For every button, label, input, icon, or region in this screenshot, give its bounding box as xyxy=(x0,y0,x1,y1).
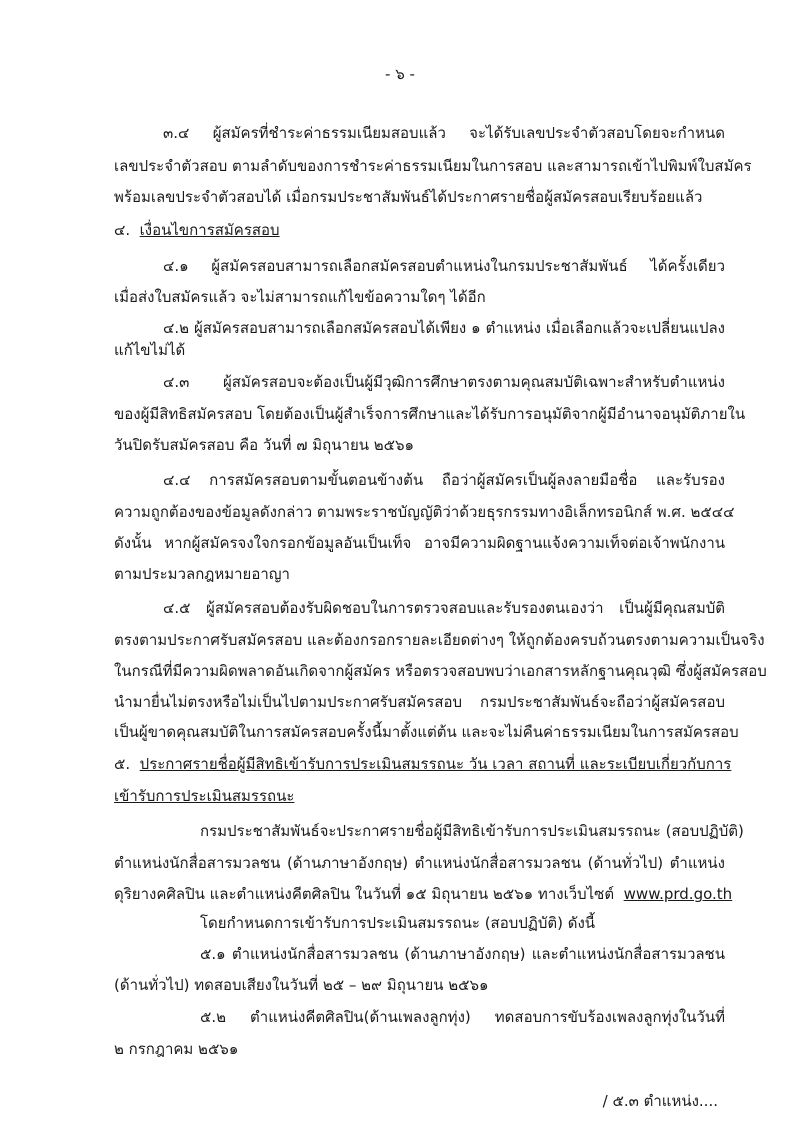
section-5-intro-line-2: ตำแหน่งนักสื่อสารมวลชน (ด้านภาษาอังกฤษ) ตำแหน่งนักสื่อสารมวลชน (ด้านทั่วไป) ตำแหน่ง xyxy=(114,854,725,872)
item-4-5-line-2: ตรงตามประกาศรับสมัครสอบ และต้องกรอกรายละเอียดต่างๆ ให้ถูกต้องครบถ้วนตรงตามความเป็นจริง xyxy=(114,631,765,649)
section-4-number: ๔. xyxy=(114,221,131,239)
item-4-3-line-1: ๔.๓ ผู้สมัครสอบจะต้องเป็นผู้มีวุฒิการศึกษาตรงตามคุณสมบัติเฉพาะสำหรับตำแหน่ง xyxy=(163,373,725,391)
item-5-2-line-2: ๒ กรกฎาคม ๒๕๖๑ xyxy=(114,1040,239,1058)
item-4-5-line-5: เป็นผู้ขาดคุณสมบัติในการสมัครสอบครั้งนี้มาตั้งแต่ต้น และจะไม่คืนค่าธรรมเนียมในการสมัครสอบ xyxy=(114,723,739,741)
section-5-intro-line-3 xyxy=(114,884,733,904)
item-4-5-line-4: นำมายื่นไม่ตรงหรือไม่เป็นไปตามประกาศรับสมัครสอบ กรมประชาสัมพันธ์จะถือว่าผู้สมัครสอบ xyxy=(114,693,725,711)
section-5-intro-line-1: กรมประชาสัมพันธ์จะประกาศรายชื่อผู้มีสิทธิเข้ารับการประเมินสมรรถนะ (สอบปฏิบัติ) xyxy=(200,822,744,840)
section-5-number: ๕. xyxy=(114,755,131,773)
item-4-3-line-3: วันปิดรับสมัครสอบ คือ วันที่ ๗ มิถุนายน ๒๕๖๑ xyxy=(114,436,415,454)
section-5-heading-line-2 xyxy=(114,786,294,806)
item-4-2-line-1: ๔.๒ ผู้สมัครสอบสามารถเลือกสมัครสอบได้เพียง ๑ ตำแหน่ง เมื่อเลือกแล้วจะเปลี่ยนแปลง xyxy=(163,319,725,337)
section-5-heading-line-1 xyxy=(114,754,732,774)
website-link[interactable]: www.prd.go.th xyxy=(623,885,733,903)
page-number: - ๖ - xyxy=(385,65,415,83)
item-4-5-line-1: ๔.๕ ผู้สมัครสอบต้องรับผิดชอบในการตรวจสอบและรับรองตนเองว่า เป็นผู้มีคุณสมบัติ xyxy=(163,599,725,617)
item-4-4-line-4: ตามประมวลกฎหมายอาญา xyxy=(114,565,290,583)
section-5-title-line-2: เข้ารับการประเมินสมรรถนะ xyxy=(114,787,295,805)
item-5-1-line-1: ๕.๑ ตำแหน่งนักสื่อสารมวลชน (ด้านภาษาอังกฤษ) และตำแหน่งนักสื่อสารมวลชน xyxy=(200,945,725,963)
section-3-4-line-1: ๓.๔ ผู้สมัครที่ชำระค่าธรรมเนียมสอบแล้ว จะได้รับเลขประจำตัวสอบโดยจะกำหนด xyxy=(163,124,725,142)
item-4-1-line-1: ๔.๑ ผู้สมัครสอบสามารถเลือกสมัครสอบตำแหน่งในกรมประชาสัมพันธ์ ได้ครั้งเดียว xyxy=(163,257,725,275)
item-4-1-line-2: เมื่อส่งใบสมัครแล้ว จะไม่สามารถแก้ไขข้อความใดๆ ได้อีก xyxy=(114,288,486,306)
item-4-5-line-3: ในกรณีที่มีความผิดพลาดอันเกิดจากผู้สมัคร หรือตรวจสอบพบว่าเอกสารหลักฐานคุณวุฒิ ซึ่งผู้สมัครสอบ xyxy=(114,662,767,680)
item-4-3-line-2: ของผู้มีสิทธิสมัครสอบ โดยต้องเป็นผู้สำเร็จการศึกษาและได้รับการอนุมัติจากผู้มีอำนาจอนุมัติภายใน xyxy=(114,405,746,423)
continuation-note: / ๕.๓ ตำแหน่ง.... xyxy=(602,1092,718,1110)
schedule-intro: โดยกำหนดการเข้ารับการประเมินสมรรถนะ (สอบปฏิบัติ) ดังนี้ xyxy=(200,914,596,932)
item-4-4-line-1: ๔.๔ การสมัครสอบตามขั้นตอนข้างต้น ถือว่าผู้สมัครเป็นผู้ลงลายมือชื่อ และรับรอง xyxy=(163,471,725,489)
item-5-2-line-1: ๕.๒ ตำแหน่งคีตศิลปิน(ด้านเพลงลูกทุ่ง) ทดสอบการขับร้องเพลงลูกทุ่งในวันที่ xyxy=(200,1008,725,1026)
section-4-title: เงื่อนไขการสมัครสอบ xyxy=(139,221,280,239)
section-5-title-line-1: ประกาศรายชื่อผู้มีสิทธิเข้ารับการประเมินสมรรถนะ วัน เวลา สถานที่ และระเบียบเกี่ยวกับการ xyxy=(139,755,732,773)
section-3-4-line-3: พร้อมเลขประจำตัวสอบได้ เมื่อกรมประชาสัมพันธ์ได้ประกาศรายชื่อผู้สมัครสอบเรียบร้อยแล้ว xyxy=(114,188,703,206)
item-4-4-line-3: ดังนั้น หากผู้สมัครจงใจกรอกข้อมูลอันเป็นเท็จ อาจมีความผิดฐานแจ้งความเท็จต่อเจ้าพนักงาน xyxy=(114,534,725,552)
section-3-4-line-2: เลขประจำตัวสอบ ตามลำดับของการชำระค่าธรรมเนียมในการสอบ และสามารถเข้าไปพิมพ์ใบสมัคร xyxy=(114,157,752,175)
item-4-2-line-2: แก้ไขไม่ได้ xyxy=(114,341,186,359)
section-4-heading xyxy=(114,220,280,240)
item-5-1-line-2: (ด้านทั่วไป) ทดสอบเสียงในวันที่ ๒๕ – ๒๙ มิถุนายน ๒๕๖๑ xyxy=(114,976,489,994)
section-5-intro-line-3-text: ดุริยางคศิลปิน และตำแหน่งคีตศิลปิน ในวันที่ ๑๕ มิถุนายน ๒๕๖๑ ทางเว็บไซต์ xyxy=(114,885,615,903)
item-4-4-line-2: ความถูกต้องของข้อมูลดังกล่าว ตามพระราชบัญญัติว่าด้วยธุรกรรมทางอิเล็กทรอนิกส์ พ.ศ. ๒๕๔๔ xyxy=(114,503,735,521)
